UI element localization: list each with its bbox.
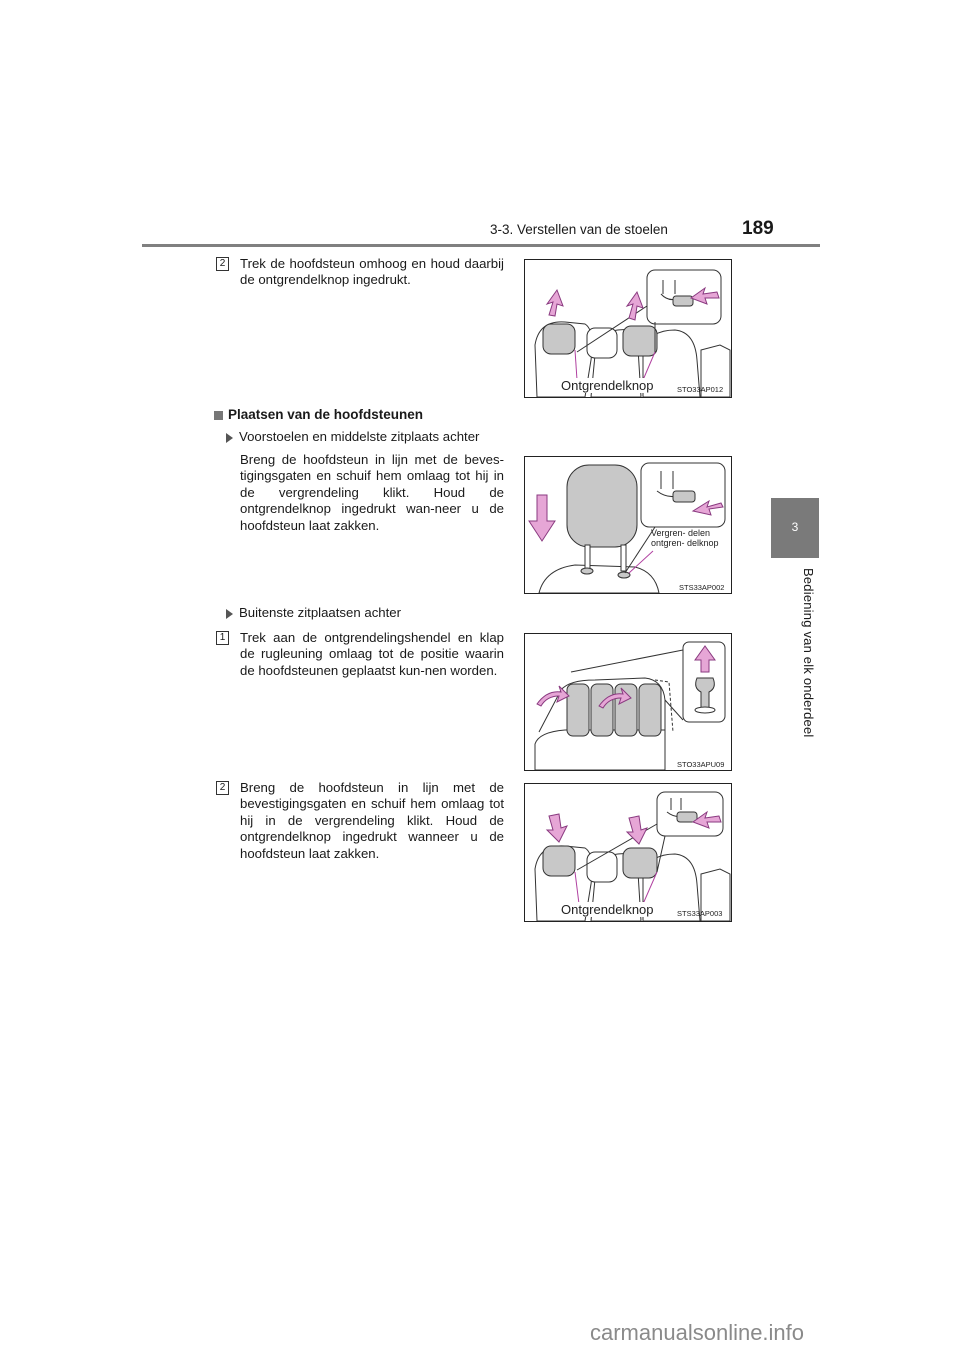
bullet-text: Buitenste zitplaatsen achter: [239, 605, 402, 620]
release-button-label: Ontgrendelknop: [561, 902, 654, 917]
bullet-text: Voorstoelen en middelste zitplaats achter: [239, 429, 480, 444]
figure-front-headrest-raise: [524, 259, 732, 398]
lock-release-label: Vergren- delen ontgren- delknop: [651, 528, 719, 548]
step-number-box: 2: [216, 781, 229, 795]
heading-text: Plaatsen van de hoofdsteunen: [228, 407, 424, 422]
release-button-label: Ontgrendelknop: [561, 378, 654, 393]
bullet-outer: [226, 605, 401, 620]
step-number-box: 2: [216, 257, 229, 271]
bullet-front: [226, 429, 479, 444]
triangle-bullet-icon: [226, 609, 233, 619]
step-text: Breng de hoofdsteun in lijn met de bevestigingsgaten en schuif hem omlaag tot hij in de vergrendeling klikt. Houd de ontgrendelknop ingedrukt wanneer u de hoofdsteun laat zakken.: [240, 780, 504, 861]
step-text: Trek aan de ontgrendelingshendel en klap de rugleuning omlaag tot de positie waarin de hoofdsteunen geplaatst kun-nen worden.: [240, 630, 504, 678]
header-divider: [142, 244, 820, 247]
figure-code: STS33AP002: [679, 583, 725, 592]
step-text: Breng de hoofdsteun in lijn met de beves-tigingsgaten en schuif hem omlaag tot hij in de vergrendeling klikt. Houd de ontgrendelknop ingedrukt wan-neer u de hoofdsteun laat zakken.: [240, 452, 504, 533]
figure-code: STO33AP012: [677, 385, 724, 394]
figure-rear-seatback-fold: [524, 633, 732, 771]
step-text: Trek de hoofdsteun omhoog en houd daarbij de ontgrendelknop ingedrukt.: [240, 256, 504, 288]
page-number: 189: [742, 218, 774, 239]
figure-code: STS33AP003: [677, 909, 723, 918]
square-bullet-icon: [214, 411, 223, 420]
step-number-box: 1: [216, 631, 229, 645]
chapter-number: 3: [791, 520, 799, 534]
section-title: 3-3. Verstellen van de stoelen: [490, 222, 668, 237]
figure-code: STO33APU09: [677, 760, 725, 769]
watermark[interactable]: carmanualsonline.info: [590, 1320, 805, 1345]
chapter-title: Bediening van elk onderdeel: [801, 568, 816, 738]
figure-front-headrest-install: [524, 456, 732, 594]
section-heading: [214, 407, 423, 422]
triangle-bullet-icon: [226, 433, 233, 443]
figure-rear-headrest-install: [524, 783, 732, 922]
